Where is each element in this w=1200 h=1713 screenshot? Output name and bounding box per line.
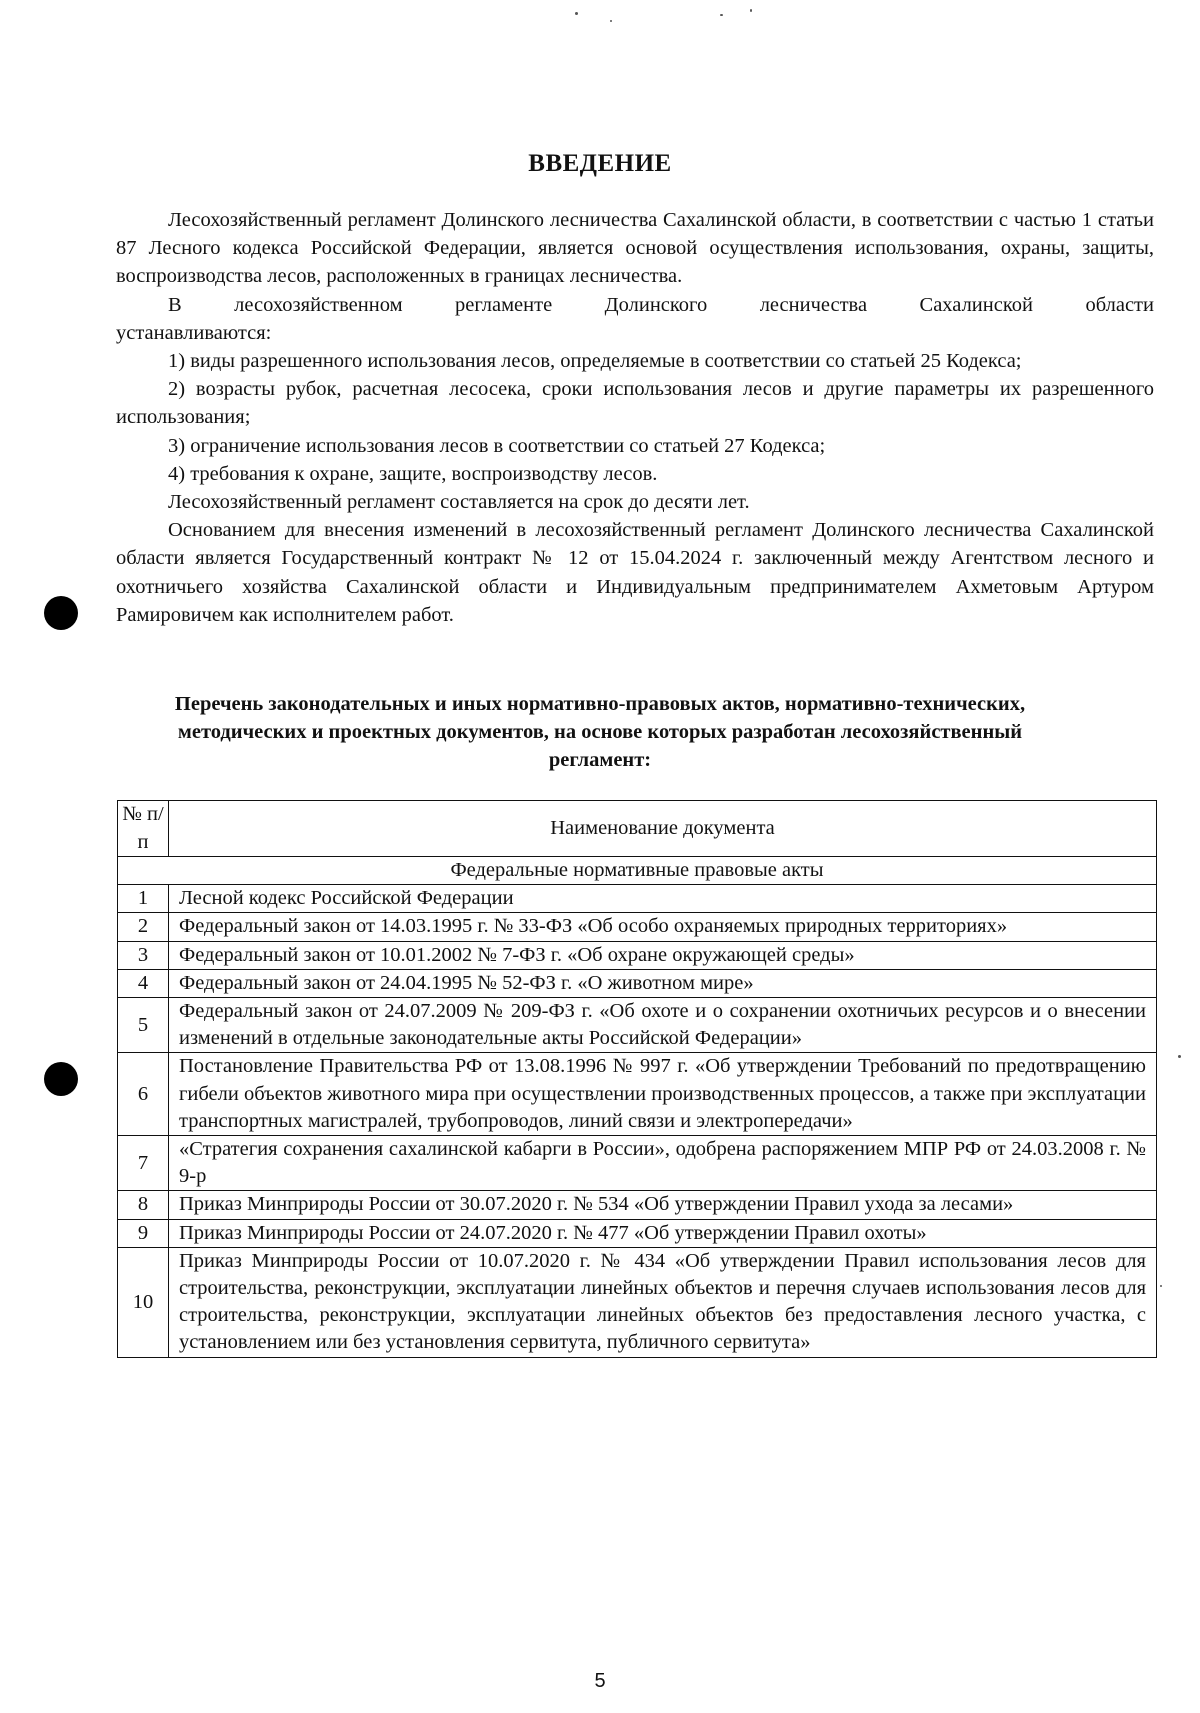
row-number: 4 xyxy=(118,969,169,997)
table-row xyxy=(118,885,1157,913)
row-number: 2 xyxy=(118,913,169,941)
table-row xyxy=(118,1219,1157,1247)
paragraph: Основанием для внесения изменений в лесохозяйственный регламент Долинского лесничества Сахалинской области является Государственный контракт № 12 от 15.04.2024 г. заключенный между Агентством лесного и охотничьего хозяйства Сахалинской области и Индивидуальным предпринимателем Ахметовым Артуром Рамировичем как исполнителем работ. xyxy=(116,519,1154,626)
document-name: Приказ Минприроды России от 24.07.2020 г. № 477 «Об утверждении Правил охоты» xyxy=(169,1219,1157,1247)
hole-punch-mark xyxy=(44,596,78,630)
column-header-number: № п/п xyxy=(118,801,169,857)
row-number: 7 xyxy=(118,1136,169,1191)
row-number: 6 xyxy=(118,1053,169,1136)
row-number: 10 xyxy=(118,1247,169,1357)
list-item: 3) ограничение использования лесов в соответствии со статьей 27 Кодекса; xyxy=(168,434,826,457)
scan-speck xyxy=(1178,1055,1181,1058)
document-name: Приказ Минприроды России от 10.07.2020 г. № 434 «Об утверждении Правил использования лесов для строительства, реконструкции, эксплуатации линейных объектов и перечня случаев использования лесов для строительства, реконструкции, эксплуатации линейных объектов без предоставления лесного участка, с установлением или без установления сервитута, публичного сервитута» xyxy=(169,1247,1157,1357)
list-item: 2) возрасты рубок, расчетная лесосека, сроки использования лесов и другие параметры их разрешенного использования; xyxy=(116,378,1154,429)
table-row xyxy=(118,1136,1157,1191)
table-row xyxy=(118,998,1157,1053)
list-item: 4) требования к охране, защите, воспроизводству лесов. xyxy=(168,462,658,485)
paragraph: Лесохозяйственный регламент Долинского лесничества Сахалинской области, в соответствии с частью 1 статьи 87 Лесного кодекса Российской Федерации, является основой осуществления использования, охраны, защиты, воспроизводства лесов, расположенных в границах лесничества. xyxy=(116,209,1154,288)
document-name: Федеральный закон от 24.07.2009 № 209-ФЗ г. «Об охоте и о сохранении охотничьих ресурсов и о внесении изменений в отдельные законодательные акты Российской Федерации» xyxy=(169,998,1157,1053)
table-row xyxy=(118,1053,1157,1136)
section-title: Федеральные нормативные правовые акты xyxy=(118,857,1157,885)
row-number: 9 xyxy=(118,1219,169,1247)
list-item: 1) виды разрешенного использования лесов, определяемые в соответствии со статьей 25 Кодекса; xyxy=(168,350,1022,373)
scan-speck xyxy=(1160,1285,1162,1287)
document-name: Постановление Правительства РФ от 13.08.1996 № 997 г. «Об утверждении Требований по предотвращению гибели объектов животного мира при осуществлении производственных процессов, а также при эксплуатации транспортных магистралей, трубопроводов, линий связи и электропередачи» xyxy=(169,1053,1157,1136)
document-name: Лесной кодекс Российской Федерации xyxy=(169,885,1157,913)
table-row xyxy=(118,1191,1157,1219)
table-header-row xyxy=(118,801,1157,857)
page-title: ВВЕДЕНИЕ xyxy=(528,150,672,177)
document-name: Федеральный закон от 10.01.2002 № 7-ФЗ г. «Об охране окружающей среды» xyxy=(169,941,1157,969)
paragraph: Лесохозяйственный регламент составляется на срок до десяти лет. xyxy=(168,491,750,514)
document-name: «Стратегия сохранения сахалинской кабарги в России», одобрена распоряжением МПР РФ от 24.03.2008 г. № 9-р xyxy=(169,1136,1157,1191)
page-number: 5 xyxy=(594,1670,606,1692)
scan-speck xyxy=(610,20,612,22)
row-number: 5 xyxy=(118,998,169,1053)
documents-list-heading: Перечень законодательных и иных нормативно-правовых актов, нормативно-технических, методических и проектных документов, на основе которых разработан лесохозяйственный регламент: xyxy=(174,693,1026,771)
document-name: Федеральный закон от 14.03.1995 г. № 33-ФЗ «Об особо охраняемых природных территориях» xyxy=(169,913,1157,941)
table-row xyxy=(118,1247,1157,1357)
hole-punch-mark xyxy=(44,1062,78,1096)
row-number: 3 xyxy=(118,941,169,969)
column-header-name: Наименование документа xyxy=(169,801,1157,857)
documents-table xyxy=(117,800,1157,1358)
paragraph: В лесохозяйственном регламенте Долинского лесничества Сахалинской области устанавливаются: xyxy=(116,293,1154,344)
document-name: Федеральный закон от 24.04.1995 № 52-ФЗ г. «О животном мире» xyxy=(169,969,1157,997)
table-row xyxy=(118,913,1157,941)
intro-text xyxy=(116,206,1154,629)
scan-speck xyxy=(750,9,752,12)
scan-speck xyxy=(575,12,578,15)
scan-speck xyxy=(720,14,723,16)
table-row xyxy=(118,969,1157,997)
row-number: 1 xyxy=(118,885,169,913)
section-row xyxy=(118,857,1157,885)
document-name: Приказ Минприроды России от 30.07.2020 г. № 534 «Об утверждении Правил ухода за лесами» xyxy=(169,1191,1157,1219)
table-row xyxy=(118,941,1157,969)
row-number: 8 xyxy=(118,1191,169,1219)
